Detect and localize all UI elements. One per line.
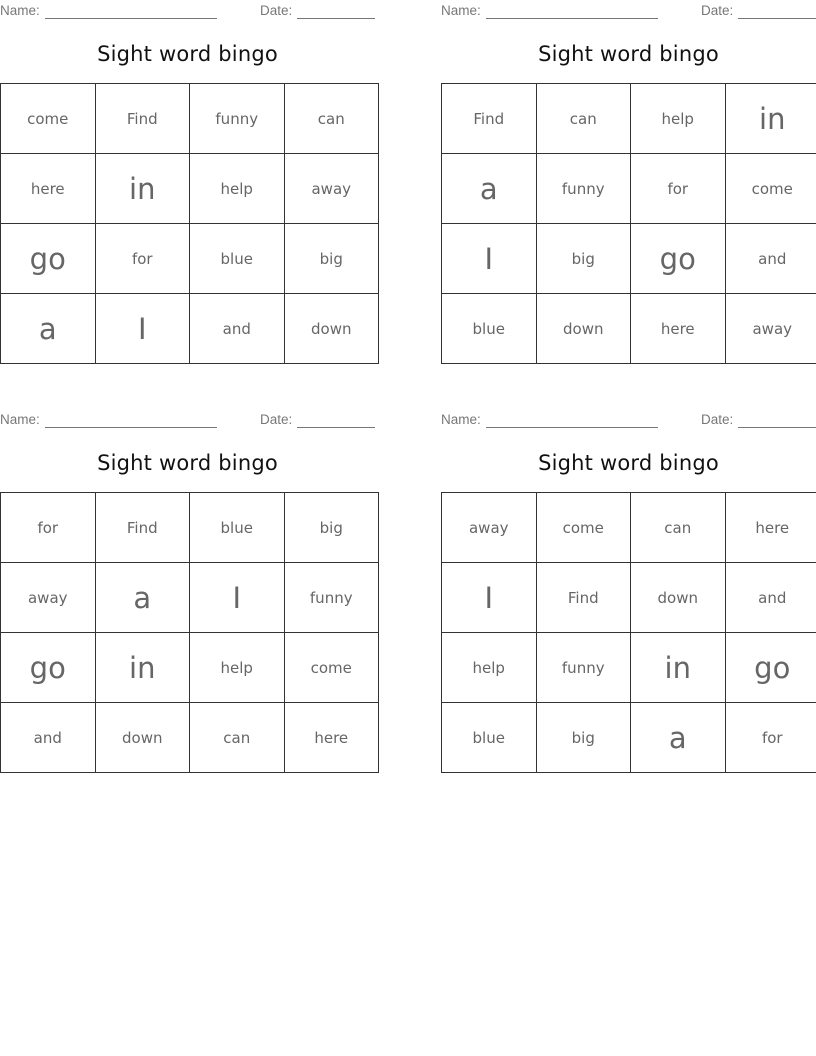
name-blank-line [45, 427, 217, 428]
bingo-cell: big [536, 703, 631, 773]
bingo-cell: for [631, 154, 726, 224]
bingo-cell: in [725, 84, 816, 154]
bingo-cell: I [190, 563, 285, 633]
name-blank-line [486, 427, 658, 428]
bingo-cell: a [631, 703, 726, 773]
date-label: Date: [260, 412, 293, 427]
date-label: Date: [260, 3, 293, 18]
bingo-cell: Find [95, 84, 190, 154]
bingo-cell: go [631, 224, 726, 294]
date-blank-line [297, 18, 375, 19]
bingo-cell: in [631, 633, 726, 703]
card-title: Sight word bingo [538, 42, 719, 66]
grid-row [1, 154, 379, 224]
bingo-cell: go [1, 633, 96, 703]
name-label: Name: [0, 3, 40, 18]
date-blank-line [738, 427, 816, 428]
bingo-cell: here [284, 703, 379, 773]
bingo-cell: come [1, 84, 96, 154]
bingo-cell: I [442, 563, 537, 633]
bingo-cell: I [95, 294, 190, 364]
bingo-cell: here [1, 154, 96, 224]
bingo-cell: funny [536, 154, 631, 224]
name-label: Name: [441, 3, 481, 18]
bingo-cell: can [190, 703, 285, 773]
grid-row [442, 563, 816, 633]
card-title: Sight word bingo [97, 451, 278, 475]
grid-row [1, 84, 379, 154]
bingo-cell: can [631, 493, 726, 563]
bingo-cell: Find [536, 563, 631, 633]
bingo-cell: and [725, 563, 816, 633]
bingo-cell: I [442, 224, 537, 294]
bingo-cell: and [1, 703, 96, 773]
bingo-cell: help [442, 633, 537, 703]
bingo-cell: come [725, 154, 816, 224]
date-label: Date: [701, 412, 734, 427]
grid-row [1, 224, 379, 294]
bingo-cell: a [442, 154, 537, 224]
bingo-cell: big [536, 224, 631, 294]
bingo-cell: Find [95, 493, 190, 563]
date-label: Date: [701, 3, 734, 18]
bingo-cell: can [284, 84, 379, 154]
name-date-row [0, 3, 375, 19]
name-label: Name: [441, 412, 481, 427]
bingo-cell: go [1, 224, 96, 294]
date-blank-line [738, 18, 816, 19]
bingo-cell: for [1, 493, 96, 563]
bingo-cell: help [190, 154, 285, 224]
grid-row [1, 633, 379, 703]
date-blank-line [297, 427, 375, 428]
bingo-grid [0, 492, 379, 773]
card-title: Sight word bingo [538, 451, 719, 475]
bingo-grid [441, 83, 816, 364]
grid-row [1, 493, 379, 563]
name-label: Name: [0, 412, 40, 427]
grid-row [442, 493, 816, 563]
bingo-cell: away [284, 154, 379, 224]
grid-row [442, 633, 816, 703]
card-title: Sight word bingo [97, 42, 278, 66]
bingo-cell: here [725, 493, 816, 563]
bingo-cell: here [631, 294, 726, 364]
bingo-cell: in [95, 633, 190, 703]
bingo-cell: a [95, 563, 190, 633]
bingo-cell: away [725, 294, 816, 364]
bingo-cell: blue [190, 224, 285, 294]
bingo-cell: come [284, 633, 379, 703]
bingo-cell: away [442, 493, 537, 563]
bingo-grid [441, 492, 816, 773]
bingo-cell: a [1, 294, 96, 364]
bingo-cell: down [631, 563, 726, 633]
bingo-cell: and [725, 224, 816, 294]
bingo-cell: for [725, 703, 816, 773]
bingo-cell: in [95, 154, 190, 224]
bingo-cell: help [631, 84, 726, 154]
name-date-row [441, 412, 816, 428]
bingo-cell: for [95, 224, 190, 294]
bingo-cell: funny [536, 633, 631, 703]
bingo-cell: can [536, 84, 631, 154]
bingo-cell: blue [190, 493, 285, 563]
grid-row [1, 703, 379, 773]
bingo-cell: down [95, 703, 190, 773]
grid-row [442, 294, 816, 364]
bingo-grid [0, 83, 379, 364]
bingo-cell: and [190, 294, 285, 364]
grid-row [442, 224, 816, 294]
bingo-cell: away [1, 563, 96, 633]
bingo-cell: big [284, 493, 379, 563]
bingo-cell: blue [442, 703, 537, 773]
bingo-cell: funny [190, 84, 285, 154]
bingo-cell: big [284, 224, 379, 294]
grid-row [442, 703, 816, 773]
name-date-row [0, 412, 375, 428]
grid-row [1, 294, 379, 364]
name-date-row [441, 3, 816, 19]
name-blank-line [486, 18, 658, 19]
grid-row [1, 563, 379, 633]
name-blank-line [45, 18, 217, 19]
grid-row [442, 84, 816, 154]
bingo-cell: Find [442, 84, 537, 154]
bingo-cell: down [284, 294, 379, 364]
bingo-cell: down [536, 294, 631, 364]
bingo-cell: funny [284, 563, 379, 633]
bingo-cell: go [725, 633, 816, 703]
bingo-cell: come [536, 493, 631, 563]
bingo-cell: blue [442, 294, 537, 364]
bingo-cell: help [190, 633, 285, 703]
grid-row [442, 154, 816, 224]
